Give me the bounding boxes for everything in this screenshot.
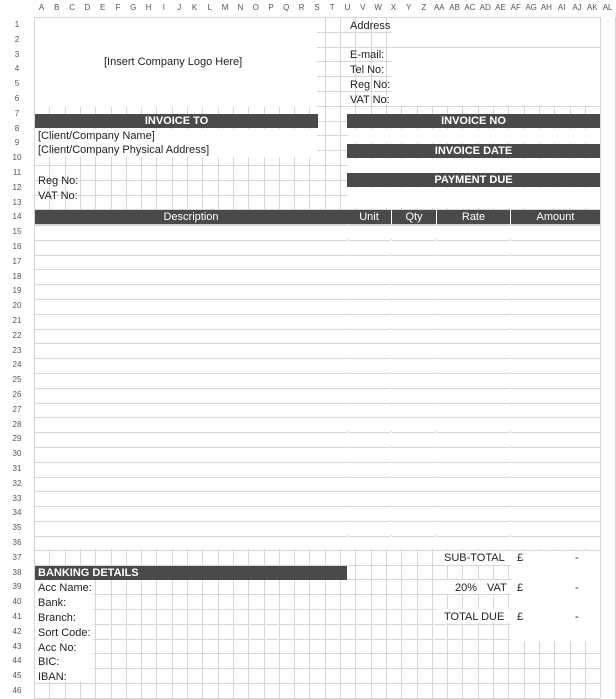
table-row-line <box>511 373 600 374</box>
table-row-line <box>437 240 510 241</box>
company-logo-placeholder[interactable]: [Insert Company Logo Here] <box>104 56 243 68</box>
column-header[interactable]: P <box>268 3 274 12</box>
table-row-line <box>511 536 600 537</box>
table-row-line <box>348 536 391 537</box>
merged-cell[interactable] <box>392 48 600 106</box>
column-header[interactable]: V <box>360 3 366 12</box>
table-row-line <box>348 373 391 374</box>
table-row-line <box>437 403 510 404</box>
gridline-horizontal <box>34 653 600 654</box>
table-row-line <box>348 329 391 330</box>
row-header[interactable]: 18 <box>12 271 22 281</box>
table-row-line <box>511 358 600 359</box>
column-header[interactable]: AJ <box>572 3 582 12</box>
table-row-line <box>437 225 510 226</box>
company-tel-label[interactable]: Tel No: <box>350 64 385 76</box>
row-header[interactable]: 35 <box>12 523 22 533</box>
table-row-line <box>35 225 347 226</box>
table-row-line <box>392 536 436 537</box>
table-row-line <box>35 403 347 404</box>
description-header[interactable]: Description <box>35 210 347 224</box>
merged-cell[interactable] <box>392 18 600 47</box>
table-row-line <box>35 506 347 507</box>
column-header[interactable]: D <box>84 3 91 12</box>
table-row-line <box>35 491 347 492</box>
table-row-line <box>437 358 510 359</box>
column-header[interactable]: AH <box>540 3 552 12</box>
table-row-line <box>511 225 600 226</box>
table-row-line <box>35 255 347 256</box>
row-header[interactable]: 41 <box>12 612 22 621</box>
row-header[interactable]: 7 <box>14 108 20 118</box>
row-header[interactable]: 2 <box>14 34 20 44</box>
column-header[interactable]: Y <box>406 3 412 12</box>
company-email-label[interactable]: E-mail: <box>350 49 385 61</box>
row-header[interactable]: 6 <box>14 94 20 103</box>
table-row-line <box>437 314 510 315</box>
row-header[interactable]: 11 <box>12 168 22 177</box>
payment-due-header[interactable]: PAYMENT DUE <box>347 173 600 187</box>
table-row-line <box>348 299 391 300</box>
row-header[interactable]: 29 <box>12 434 22 444</box>
row-header[interactable]: 44 <box>12 656 22 666</box>
row-header[interactable]: 37 <box>12 552 22 562</box>
banking-details-header[interactable]: BANKING DETAILS <box>35 566 347 580</box>
column-header[interactable]: T <box>329 3 335 12</box>
table-row-line <box>392 477 436 478</box>
row-header[interactable]: 45 <box>12 671 22 681</box>
row-header[interactable]: 20 <box>12 301 22 311</box>
table-row-line <box>35 388 347 389</box>
table-row-line <box>511 462 600 463</box>
table-row-line <box>437 343 510 344</box>
column-header[interactable]: AL <box>602 3 613 12</box>
table-row-line <box>348 506 391 507</box>
table-row-line <box>348 447 391 448</box>
table-row-line <box>35 432 347 433</box>
row-header[interactable]: 25 <box>12 375 22 385</box>
column-header[interactable]: AC <box>464 3 476 12</box>
table-row-line <box>511 477 600 478</box>
subtotal-label[interactable]: SUB-TOTAL <box>444 552 505 564</box>
table-row-line <box>348 491 391 492</box>
table-row-line <box>392 432 436 433</box>
table-row-line <box>511 240 600 241</box>
table-row-line <box>392 403 436 404</box>
table-row-line <box>348 521 391 522</box>
table-row-line <box>437 447 510 448</box>
column-header[interactable]: AE <box>495 3 506 12</box>
table-row-line <box>348 432 391 433</box>
row-header[interactable]: 39 <box>12 582 22 592</box>
total-due-currency[interactable]: £ <box>517 611 524 623</box>
table-row-line <box>437 506 510 507</box>
table-row-line <box>348 269 391 270</box>
column-header[interactable]: M <box>221 3 229 12</box>
column-header[interactable]: Z <box>421 3 427 12</box>
table-row-line <box>35 417 347 418</box>
invoice-no-header[interactable]: INVOICE NO <box>347 114 600 128</box>
row-header[interactable]: 19 <box>12 286 22 296</box>
row-header[interactable]: 10 <box>12 153 22 163</box>
vat-currency[interactable]: £ <box>517 582 524 594</box>
table-row-line <box>35 536 347 537</box>
merged-cell[interactable] <box>348 129 600 143</box>
merged-cell[interactable] <box>511 551 600 641</box>
table-row-line <box>437 477 510 478</box>
row-header[interactable]: 22 <box>12 330 22 340</box>
bank-acc-name-label[interactable]: Acc Name: <box>38 582 92 594</box>
row-header[interactable]: 43 <box>12 641 22 651</box>
table-row-line <box>437 462 510 463</box>
row-header[interactable]: 46 <box>12 686 22 695</box>
row-header[interactable]: 33 <box>12 493 22 503</box>
table-row-line <box>348 343 391 344</box>
table-row-line <box>437 432 510 433</box>
table-row-line <box>437 329 510 330</box>
column-header[interactable]: AG <box>525 3 537 12</box>
column-header[interactable]: B <box>54 3 60 12</box>
client-reg-label[interactable]: Reg No: <box>38 175 79 187</box>
table-row-line <box>35 314 347 315</box>
row-header[interactable]: 36 <box>12 538 22 547</box>
column-header[interactable]: O <box>252 3 259 12</box>
table-row-line <box>511 388 600 389</box>
invoice-date-header[interactable]: INVOICE DATE <box>347 144 600 158</box>
row-header[interactable]: 34 <box>12 508 22 518</box>
table-row-line <box>35 240 347 241</box>
bank-sort-code-label[interactable]: Sort Code: <box>38 627 91 639</box>
company-vat-label[interactable]: VAT No: <box>350 94 390 106</box>
table-row-line <box>35 521 347 522</box>
table-row-line <box>35 358 347 359</box>
merged-cell[interactable] <box>348 159 600 173</box>
company-address-label[interactable]: Address <box>350 20 391 32</box>
column-header[interactable]: N <box>237 3 244 12</box>
row-header[interactable]: 28 <box>12 419 22 429</box>
column-header[interactable]: E <box>100 3 106 12</box>
table-row-line <box>437 373 510 374</box>
table-row-line <box>511 314 600 315</box>
table-row-line <box>348 462 391 463</box>
row-header[interactable]: 26 <box>12 390 22 399</box>
column-header[interactable]: H <box>145 3 152 12</box>
row-header[interactable]: 17 <box>12 256 22 266</box>
column-header[interactable]: L <box>207 3 213 12</box>
bank-bic-label[interactable]: BIC: <box>38 656 60 668</box>
row-header[interactable]: 38 <box>12 567 22 577</box>
table-row-line <box>348 240 391 241</box>
table-row-line <box>392 491 436 492</box>
table-row-line <box>348 225 391 226</box>
row-header[interactable]: 30 <box>12 449 22 459</box>
table-row-line <box>348 358 391 359</box>
column-header[interactable]: W <box>374 3 382 12</box>
table-row-line <box>511 255 600 256</box>
table-row-line <box>511 284 600 285</box>
invoice-to-header[interactable]: INVOICE TO <box>35 114 318 128</box>
client-vat-label[interactable]: VAT No: <box>38 190 78 202</box>
column-header[interactable]: A <box>38 3 45 12</box>
table-row-line <box>348 314 391 315</box>
table-row-line <box>348 417 391 418</box>
column-header[interactable]: I <box>162 3 165 12</box>
column-header[interactable]: R <box>298 3 305 12</box>
row-header[interactable]: 14 <box>12 212 22 222</box>
table-row-line <box>511 299 600 300</box>
column-header[interactable]: G <box>130 3 137 12</box>
table-row-line <box>437 536 510 537</box>
column-header[interactable]: U <box>344 3 351 12</box>
table-row-line <box>511 417 600 418</box>
row-header[interactable]: 9 <box>14 138 20 148</box>
table-row-line <box>35 462 347 463</box>
row-header[interactable]: 32 <box>12 478 22 488</box>
table-row-line <box>348 388 391 389</box>
table-row-line <box>392 506 436 507</box>
row-header[interactable]: 3 <box>14 49 20 59</box>
table-row-line <box>392 373 436 374</box>
column-header[interactable]: AB <box>449 3 460 12</box>
table-row-line <box>511 521 600 522</box>
column-header[interactable]: X <box>390 3 397 12</box>
client-name[interactable]: [Client/Company Name] <box>38 130 155 142</box>
column-header[interactable]: F <box>115 3 121 12</box>
table-row-line <box>392 343 436 344</box>
table-row-line <box>392 284 436 285</box>
column-header[interactable]: AK <box>586 3 598 12</box>
gridline-vertical <box>600 17 601 698</box>
merged-cell[interactable] <box>348 188 600 208</box>
rate-header[interactable]: Rate <box>437 210 510 224</box>
table-row-line <box>437 521 510 522</box>
amount-header[interactable]: Amount <box>511 210 600 224</box>
table-row-line <box>348 477 391 478</box>
row-header[interactable]: 12 <box>12 182 22 192</box>
bank-acc-no-label[interactable]: Acc No: <box>38 642 77 654</box>
table-row-line <box>392 358 436 359</box>
row-header[interactable]: 13 <box>12 197 22 207</box>
row-header[interactable]: 23 <box>12 345 22 355</box>
table-row-line <box>35 343 347 344</box>
company-reg-label[interactable]: Reg No: <box>350 79 391 91</box>
row-header[interactable]: 4 <box>14 64 20 74</box>
bank-bank-label[interactable]: Bank: <box>38 597 67 609</box>
row-header[interactable]: 31 <box>12 464 22 473</box>
table-row-line <box>511 506 600 507</box>
column-header[interactable]: C <box>69 3 75 12</box>
vat-value[interactable]: - <box>575 582 579 594</box>
table-row-line <box>392 388 436 389</box>
table-row-line <box>392 240 436 241</box>
table-row-line <box>511 343 600 344</box>
table-row-line <box>35 447 347 448</box>
gridline-horizontal <box>34 683 600 684</box>
table-row-line <box>437 284 510 285</box>
table-row-line <box>35 284 347 285</box>
table-row-line <box>511 491 600 492</box>
row-header[interactable]: 40 <box>12 597 22 607</box>
table-row-line <box>392 329 436 330</box>
row-header[interactable]: 15 <box>12 227 22 237</box>
table-row-line <box>511 447 600 448</box>
table-row-line <box>437 388 510 389</box>
table-row-line <box>437 255 510 256</box>
table-row-line <box>511 432 600 433</box>
table-row-line <box>392 255 436 256</box>
subtotal-value[interactable]: - <box>575 552 579 564</box>
table-row-line <box>511 403 600 404</box>
column-header[interactable]: AF <box>510 3 521 12</box>
total-due-label[interactable]: TOTAL DUE <box>444 611 505 623</box>
table-row-line <box>392 521 436 522</box>
total-due-value[interactable]: - <box>575 611 579 623</box>
bank-iban-label[interactable]: IBAN: <box>38 671 67 683</box>
table-row-line <box>35 329 347 330</box>
row-header[interactable]: 16 <box>12 242 22 251</box>
table-row-line <box>35 373 347 374</box>
row-header[interactable]: 27 <box>12 404 22 414</box>
table-row-line <box>35 299 347 300</box>
table-row-line <box>511 269 600 270</box>
column-header[interactable]: AD <box>479 3 491 12</box>
table-row-line <box>437 269 510 270</box>
table-row-line <box>35 477 347 478</box>
table-row-line <box>511 329 600 330</box>
gridline-horizontal <box>34 668 600 669</box>
column-header[interactable]: K <box>191 3 198 12</box>
client-address[interactable]: [Client/Company Physical Address] <box>38 144 210 156</box>
column-header[interactable]: Q <box>283 3 290 12</box>
table-row-line <box>392 447 436 448</box>
table-row-line <box>392 225 436 226</box>
table-row-line <box>35 269 347 270</box>
table-row-line <box>392 269 436 270</box>
table-row-line <box>392 462 436 463</box>
vat-label[interactable]: VAT <box>487 582 507 594</box>
row-header[interactable]: 21 <box>12 316 22 325</box>
vat-rate[interactable]: 20% <box>455 582 478 594</box>
table-row-line <box>392 299 436 300</box>
table-row-line <box>437 491 510 492</box>
table-row-line <box>392 417 436 418</box>
row-header[interactable]: 5 <box>14 79 20 89</box>
table-row-line <box>348 403 391 404</box>
table-row-line <box>348 255 391 256</box>
row-header[interactable]: 1 <box>14 20 20 29</box>
table-row-line <box>348 284 391 285</box>
column-header[interactable]: AI <box>557 3 566 12</box>
column-header[interactable]: S <box>314 3 320 12</box>
column-header[interactable]: J <box>177 3 182 12</box>
subtotal-currency[interactable]: £ <box>517 552 524 564</box>
bank-branch-label[interactable]: Branch: <box>38 612 76 624</box>
qty-header[interactable]: Qty <box>392 210 436 224</box>
row-header[interactable]: 24 <box>12 360 22 370</box>
table-row-line <box>392 314 436 315</box>
column-header[interactable]: AA <box>433 3 445 12</box>
table-row-line <box>437 299 510 300</box>
row-header[interactable]: 42 <box>12 626 22 636</box>
row-header[interactable]: 8 <box>14 123 20 133</box>
unit-header[interactable]: Unit <box>347 210 391 224</box>
table-row-line <box>437 417 510 418</box>
